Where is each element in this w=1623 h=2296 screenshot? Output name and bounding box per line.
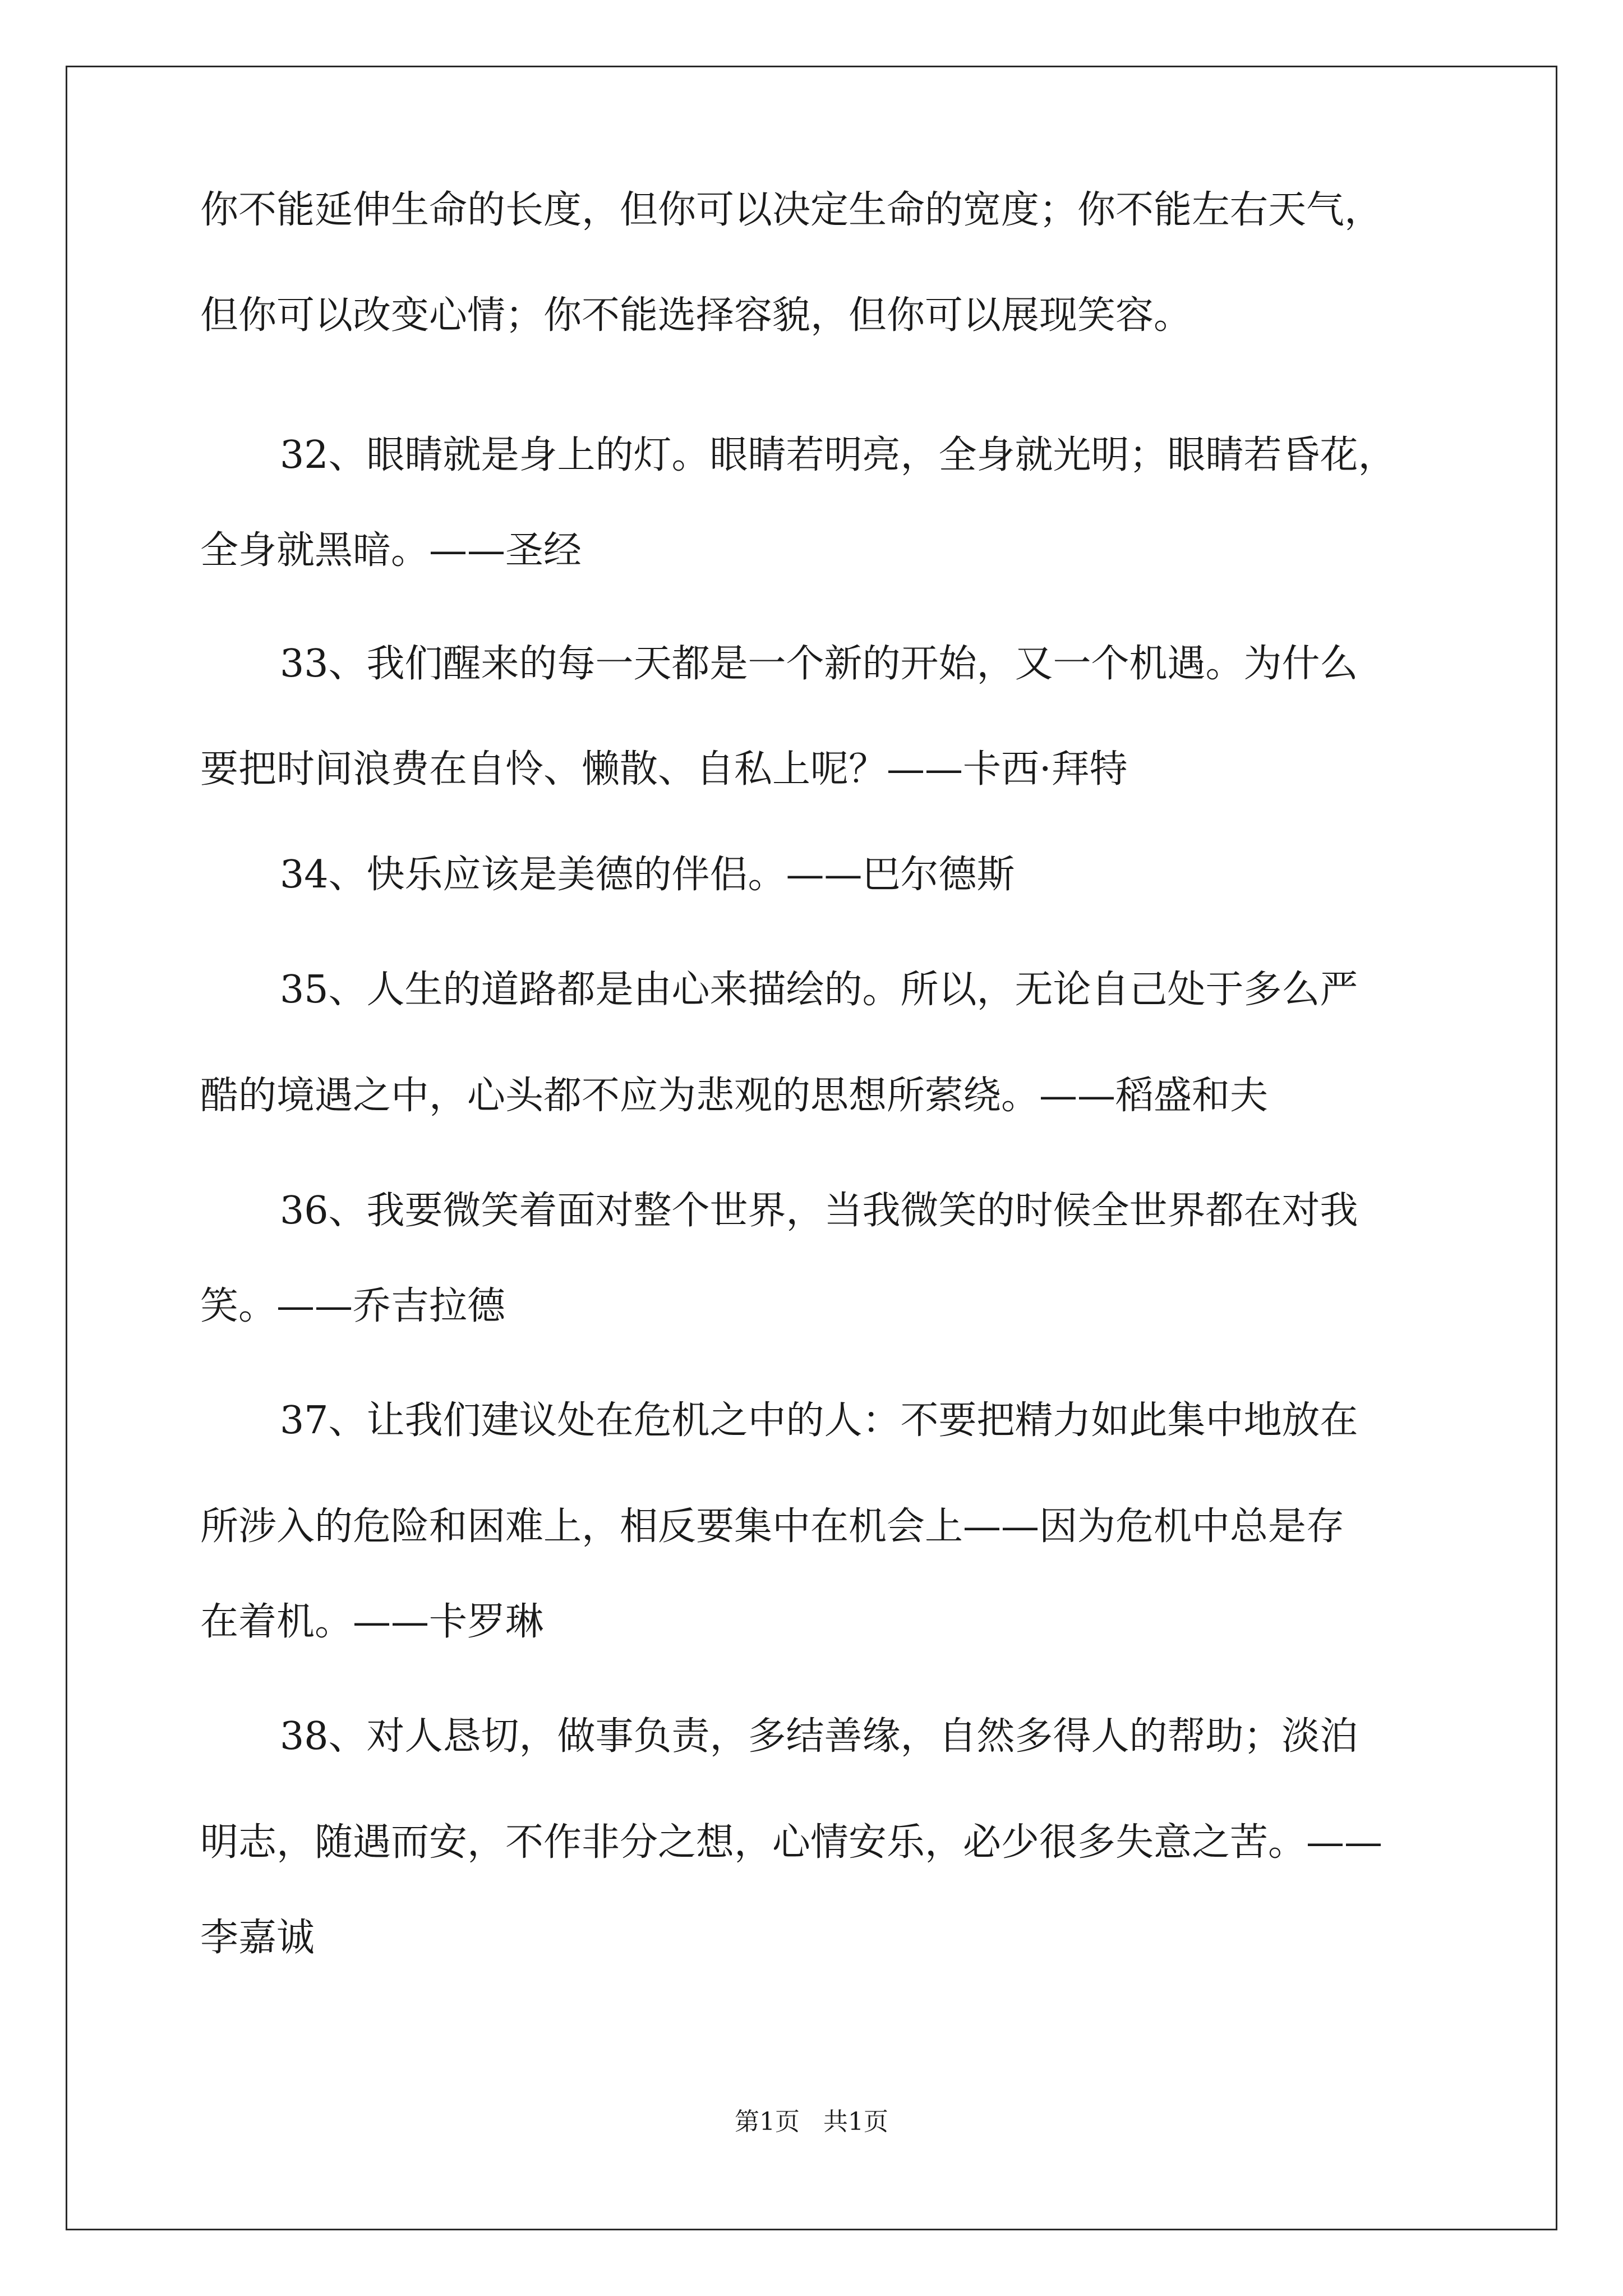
page-total: 共1页 [823,2108,888,2136]
page-footer [0,2106,1623,2138]
page-number: 第1页 [735,2108,800,2136]
text-line: 34、快乐应该是美德的伴侣。——巴尔德斯 [280,853,1015,897]
text-line: 在着机。——卡罗琳 [200,1600,544,1644]
text-line: 全身就黑暗。——圣经 [200,528,582,573]
text-line: 35、人生的道路都是由心来描绘的。所以，无论自己处于多么严 [280,968,1358,1012]
text-line: 33、我们醒来的每一天都是一个新的开始，又一个机遇。为什么 [280,642,1358,686]
text-line: 李嘉诚 [200,1916,315,1960]
text-line: 38、对人恳切，做事负责，多结善缘，自然多得人的帮助；淡泊 [280,1714,1358,1759]
text-line: 酷的境遇之中，心头都不应为悲观的思想所萦绕。——稻盛和夫 [200,1074,1269,1118]
text-line: 36、我要微笑着面对整个世界，当我微笑的时候全世界都在对我 [280,1189,1358,1233]
text-line: 但你可以改变心情；你不能选择容貌，但你可以展现笑容。 [200,293,1192,338]
text-line: 37、让我们建议处在危机之中的人：不要把精力如此集中地放在 [280,1398,1358,1443]
page-border [66,66,1557,2230]
text-line: 要把时间浪费在自怜、懒散、自私上呢？——卡西·拜特 [200,747,1128,792]
text-line: 你不能延伸生命的长度，但你可以决定生命的宽度；你不能左右天气， [200,188,1383,232]
text-line: 32、眼睛就是身上的灯。眼睛若明亮，全身就光明；眼睛若昏花， [280,433,1396,477]
text-line: 所涉入的危险和困难上，相反要集中在机会上——因为危机中总是存 [200,1504,1345,1549]
text-line: 明志，随遇而安，不作非分之想，心情安乐，必少很多失意之苦。—— [200,1820,1383,1865]
text-line: 笑。——乔吉拉德 [200,1284,506,1328]
